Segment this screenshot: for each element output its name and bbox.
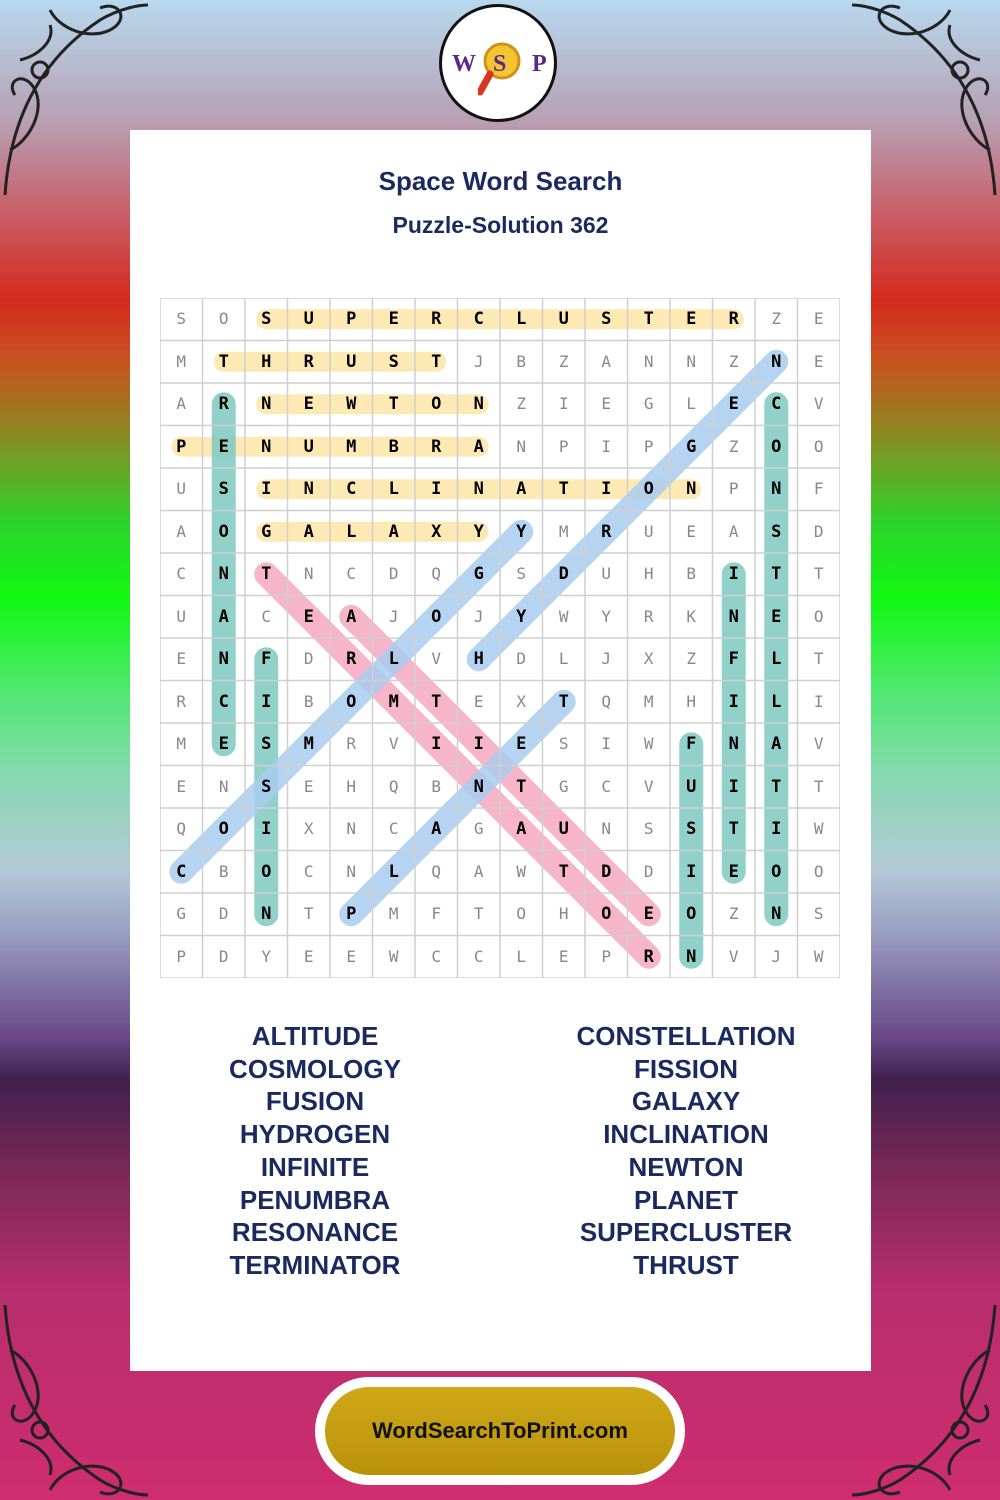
grid-cell[interactable]: D	[218, 946, 229, 966]
grid-cell[interactable]: O	[516, 904, 527, 923]
grid-cell[interactable]: T	[813, 564, 824, 583]
grid-cell[interactable]: Q	[601, 691, 612, 711]
grid-cell[interactable]: U	[303, 309, 314, 329]
grid-cell[interactable]: B	[686, 564, 697, 583]
grid-cell[interactable]: O	[218, 309, 229, 328]
grid-cell[interactable]: R	[176, 691, 187, 711]
grid-cell[interactable]: I	[261, 691, 272, 712]
grid-cell[interactable]: T	[813, 649, 824, 668]
grid-cell[interactable]: E	[813, 309, 824, 328]
wsp-logo[interactable]	[439, 4, 557, 122]
grid-cell[interactable]: Z	[686, 649, 697, 668]
grid-cell[interactable]: H	[346, 776, 357, 796]
grid-cell[interactable]: E	[558, 946, 569, 966]
grid-cell[interactable]: M	[303, 734, 314, 754]
word-list-item: NEWTON	[628, 1151, 744, 1182]
grid-cell[interactable]: R	[218, 394, 229, 414]
grid-cell[interactable]: E	[218, 734, 229, 754]
grid-cell[interactable]: M	[643, 691, 654, 711]
grid-cell[interactable]: W	[516, 861, 527, 881]
grid-cell[interactable]: L	[516, 946, 527, 966]
grid-cell[interactable]: N	[218, 564, 229, 584]
grid-cell[interactable]: N	[728, 606, 739, 627]
grid-cell[interactable]: T	[388, 394, 399, 414]
grid-cell[interactable]: E	[473, 691, 484, 711]
grid-cell[interactable]: Z	[728, 436, 739, 456]
grid-cell[interactable]: N	[303, 564, 314, 583]
word-list-item: FISSION	[633, 1053, 738, 1084]
grid-cell[interactable]: N	[261, 904, 272, 924]
grid-cell[interactable]: T	[516, 776, 527, 797]
grid-cell[interactable]: L	[686, 394, 697, 413]
grid-cell[interactable]: A	[516, 819, 527, 839]
word-list-item: CONSTELLATION	[576, 1021, 796, 1051]
grid-cell[interactable]: O	[431, 394, 442, 414]
grid-cell[interactable]: I	[601, 436, 612, 456]
grid-cell[interactable]: T	[558, 861, 569, 882]
grid-cell[interactable]: U	[176, 606, 187, 626]
grid-cell[interactable]: R	[431, 436, 442, 457]
grid-cell[interactable]: F	[431, 904, 442, 923]
grid-cell[interactable]: S	[686, 819, 697, 839]
grid-cell[interactable]: P	[728, 479, 739, 498]
grid-cell[interactable]: V	[728, 946, 739, 966]
grid-cell[interactable]: S	[558, 734, 569, 753]
word-list-item: SUPERCLUSTER	[579, 1217, 793, 1248]
word-list-item: COSMOLOGY	[229, 1053, 401, 1084]
word-list-right-column	[501, 1020, 871, 1282]
grid-cell[interactable]: G	[473, 819, 484, 838]
grid-cell[interactable]: N	[771, 479, 782, 499]
grid-cell[interactable]: Q	[431, 861, 442, 881]
grid-cell[interactable]: N	[473, 776, 484, 797]
grid-cell[interactable]: W	[558, 606, 569, 626]
grid-cell[interactable]: O	[813, 436, 824, 456]
grid-cell[interactable]: D	[303, 649, 314, 668]
grid-cell[interactable]: E	[728, 394, 739, 414]
grid-cell[interactable]: N	[346, 819, 357, 838]
grid-cell[interactable]: C	[218, 691, 229, 712]
grid-cell[interactable]: G	[176, 904, 187, 923]
grid-cell[interactable]: L	[346, 521, 357, 542]
grid-cell[interactable]: U	[346, 351, 357, 372]
grid-cell[interactable]: N	[473, 479, 484, 499]
grid-cell[interactable]: C	[431, 946, 442, 966]
grid-cell[interactable]: M	[176, 351, 187, 371]
grid-cell[interactable]: G	[686, 436, 697, 457]
grid-cell[interactable]: Z	[558, 351, 569, 371]
grid-cell[interactable]: Z	[516, 394, 527, 413]
grid-cell[interactable]: J	[601, 649, 612, 668]
corner-ornament-bottom-right	[850, 1300, 1000, 1500]
grid-cell[interactable]: E	[686, 521, 697, 541]
grid-cell[interactable]: N	[218, 649, 229, 669]
footer-banner[interactable]	[315, 1377, 685, 1485]
grid-cell[interactable]: N	[303, 479, 314, 499]
grid-cell[interactable]: L	[771, 649, 782, 669]
grid-cell[interactable]: Q	[431, 564, 442, 583]
grid-cell[interactable]: I	[728, 691, 739, 712]
grid-cell[interactable]: V	[431, 649, 442, 668]
grid-cell[interactable]: T	[303, 904, 314, 923]
grid-cell[interactable]: W	[813, 946, 824, 966]
grid-cell[interactable]: X	[643, 649, 654, 668]
grid-cell[interactable]: V	[813, 734, 824, 753]
grid-cell[interactable]: S	[261, 776, 272, 797]
word-list-item: THRUST	[633, 1249, 739, 1280]
grid-cell[interactable]: I	[431, 734, 442, 754]
grid-cell[interactable]: E	[601, 394, 612, 413]
grid-cell[interactable]: G	[558, 776, 569, 796]
grid-cell[interactable]: A	[473, 436, 484, 457]
grid-cell[interactable]: G	[261, 521, 272, 542]
grid-cell[interactable]: H	[686, 691, 697, 711]
grid-cell[interactable]: V	[643, 776, 654, 796]
grid-cell[interactable]: Z	[728, 904, 739, 923]
grid-cell[interactable]: N	[643, 351, 654, 371]
grid-cell[interactable]: O	[813, 861, 824, 881]
grid-cell[interactable]: U	[176, 479, 187, 498]
grid-cell[interactable]: R	[431, 309, 442, 329]
grid-cell[interactable]: T	[218, 351, 229, 372]
grid-cell[interactable]: E	[303, 606, 314, 627]
grid-cell[interactable]: A	[601, 351, 612, 371]
grid-cell[interactable]: M	[346, 436, 357, 457]
grid-cell[interactable]: T	[431, 351, 442, 372]
grid-cell[interactable]: P	[601, 946, 612, 966]
grid-cell[interactable]: N	[516, 436, 527, 456]
grid-cell[interactable]: A	[303, 521, 314, 542]
grid-cell[interactable]: H	[473, 649, 484, 669]
grid-cell[interactable]: D	[218, 904, 229, 923]
grid-cell[interactable]: E	[728, 861, 739, 882]
grid-cell[interactable]: I	[601, 734, 612, 753]
grid-cell[interactable]: F	[813, 479, 824, 498]
grid-cell[interactable]: T	[813, 776, 824, 796]
grid-cell[interactable]: H	[558, 904, 569, 923]
grid-cell[interactable]: E	[303, 776, 314, 796]
grid-cell[interactable]: O	[346, 691, 357, 712]
grid-cell[interactable]: Y	[601, 606, 612, 626]
grid-cell[interactable]: W	[643, 734, 654, 753]
grid-cell[interactable]: T	[771, 776, 782, 797]
grid-cell[interactable]: N	[771, 904, 782, 924]
grid-cell[interactable]: U	[601, 564, 612, 583]
grid-cell[interactable]: S	[388, 351, 399, 372]
grid-cell[interactable]: E	[643, 904, 654, 924]
grid-cell[interactable]: X	[431, 521, 442, 542]
grid-cell[interactable]: O	[813, 606, 824, 626]
grid-cell[interactable]: O	[218, 521, 229, 542]
grid-cell[interactable]: N	[473, 394, 484, 414]
grid-cell[interactable]: R	[601, 521, 612, 542]
grid-cell[interactable]: T	[558, 691, 569, 712]
grid-cell[interactable]: N	[261, 436, 272, 457]
grid-cell[interactable]: E	[303, 946, 314, 966]
grid-cell[interactable]: B	[388, 436, 399, 457]
grid-cell[interactable]: T	[261, 564, 272, 584]
grid-cell[interactable]: C	[473, 309, 484, 329]
grid-cell[interactable]: Y	[516, 521, 527, 542]
grid-cell[interactable]: C	[771, 394, 782, 414]
grid-cell[interactable]: N	[686, 946, 697, 967]
grid-cell[interactable]: P	[558, 436, 569, 456]
grid-cell[interactable]: N	[601, 819, 612, 838]
grid-cell[interactable]: D	[643, 861, 654, 881]
grid-cell[interactable]: Q	[176, 819, 187, 838]
grid-cell[interactable]: D	[558, 564, 569, 584]
grid-cell[interactable]: B	[431, 776, 442, 796]
grid-cell[interactable]: N	[728, 734, 739, 754]
word-list-item: ALTITUDE	[251, 1021, 379, 1051]
grid-cell[interactable]: C	[388, 819, 399, 838]
word-list-item: INCLINATION	[603, 1119, 769, 1150]
grid-cell[interactable]: L	[388, 649, 399, 669]
grid-cell[interactable]: P	[176, 946, 187, 966]
grid-cell[interactable]: L	[771, 691, 782, 712]
grid-cell[interactable]: E	[346, 946, 357, 966]
grid-cell[interactable]: N	[346, 861, 357, 881]
grid-cell[interactable]: U	[686, 776, 697, 797]
grid-cell[interactable]: T	[643, 309, 654, 329]
grid-cell[interactable]: C	[346, 564, 357, 583]
grid-cell[interactable]: A	[346, 606, 357, 627]
corner-ornament-bottom-left	[0, 1300, 150, 1500]
grid-cell[interactable]: L	[516, 309, 527, 329]
grid-cell[interactable]: I	[771, 819, 782, 839]
grid-cell[interactable]: E	[686, 309, 697, 329]
grid-cell[interactable]: A	[771, 734, 782, 754]
grid-cell[interactable]: N	[686, 479, 697, 499]
grid-cell[interactable]: O	[686, 904, 697, 924]
grid-cell[interactable]: A	[728, 521, 739, 541]
grid-cell[interactable]: G	[643, 394, 654, 413]
grid-cell[interactable]: N	[686, 351, 697, 371]
grid-cell[interactable]: R	[346, 734, 357, 753]
grid-cell[interactable]: P	[346, 904, 357, 924]
grid-cell[interactable]: A	[473, 861, 484, 881]
word-list-item: RESONANCE	[231, 1217, 399, 1248]
grid-cell[interactable]: C	[176, 564, 187, 583]
grid-cell[interactable]: O	[431, 606, 442, 627]
grid-cell[interactable]: B	[516, 351, 527, 371]
grid-cell[interactable]: Y	[261, 946, 272, 966]
grid-cell[interactable]: P	[346, 309, 357, 329]
grid-cell[interactable]: T	[558, 479, 569, 499]
grid-cell[interactable]: G	[473, 564, 484, 584]
grid-cell[interactable]: L	[388, 861, 399, 882]
grid-cell[interactable]: E	[303, 394, 314, 414]
grid-cell[interactable]: F	[686, 734, 697, 754]
puzzle-sheet	[130, 130, 871, 1371]
grid-cell[interactable]: M	[388, 691, 399, 712]
page-subtitle: Puzzle-Solution 362	[392, 212, 609, 238]
word-list-item: INFINITE	[260, 1151, 370, 1182]
grid-cell[interactable]: R	[643, 606, 654, 626]
grid-cell[interactable]: L	[558, 649, 569, 668]
grid-cell[interactable]: C	[261, 606, 272, 626]
word-list-item: TERMINATOR	[229, 1249, 401, 1280]
grid-cell[interactable]: R	[728, 309, 739, 329]
grid-cell[interactable]: I	[261, 479, 272, 499]
grid-cell[interactable]: H	[261, 351, 272, 372]
grid-cell[interactable]: A	[176, 521, 187, 541]
grid-cell[interactable]: E	[388, 309, 399, 329]
grid-cell[interactable]: H	[643, 564, 654, 583]
word-list-item: GALAXY	[631, 1086, 741, 1117]
grid-cell[interactable]: T	[728, 819, 739, 839]
grid-cell[interactable]: A	[218, 606, 229, 627]
grid-cell[interactable]: D	[388, 564, 399, 583]
grid-cell[interactable]: I	[261, 819, 272, 839]
grid-cell[interactable]: J	[771, 946, 782, 966]
grid-cell[interactable]: W	[813, 819, 824, 838]
grid-cell[interactable]: T	[473, 904, 484, 923]
grid-cell[interactable]: O	[771, 861, 782, 882]
word-search-grid	[160, 298, 840, 978]
grid-cell[interactable]: A	[431, 819, 442, 839]
word-list-left-column	[130, 1020, 500, 1282]
grid-cell[interactable]: O	[601, 904, 612, 924]
grid-cell[interactable]: B	[303, 691, 314, 711]
grid-cell[interactable]: S	[643, 819, 654, 838]
grid-cell[interactable]: E	[771, 606, 782, 627]
grid-cell[interactable]: I	[813, 691, 824, 711]
grid-cell[interactable]: R	[346, 649, 357, 669]
grid-cell[interactable]: J	[388, 606, 399, 626]
grid-cell[interactable]: K	[686, 606, 697, 626]
grid-cell[interactable]: E	[176, 649, 187, 668]
grid-cell[interactable]: C	[176, 861, 187, 882]
grid-cell[interactable]: I	[558, 394, 569, 413]
grid-cell[interactable]: M	[558, 521, 569, 541]
grid-cell[interactable]: T	[431, 691, 442, 712]
grid-cell[interactable]: O	[261, 861, 272, 882]
grid-cell[interactable]: M	[388, 904, 399, 923]
grid-cell[interactable]: S	[813, 904, 824, 923]
grid-cell[interactable]: D	[813, 521, 824, 541]
grid-cell[interactable]: B	[218, 861, 229, 881]
grid-cell[interactable]: I	[601, 479, 612, 499]
word-list-item: HYDROGEN	[239, 1119, 391, 1150]
grid-cell[interactable]: U	[303, 436, 314, 457]
word-list-item: PLANET	[634, 1184, 738, 1215]
grid-cell[interactable]: W	[346, 394, 357, 414]
grid-cell[interactable]: E	[218, 436, 229, 457]
grid-cell[interactable]: U	[643, 521, 654, 541]
grid-cells	[160, 298, 840, 978]
grid-cell[interactable]: C	[303, 861, 314, 881]
grid-cell[interactable]: A	[388, 521, 399, 542]
word-list-item: PENUMBRA	[239, 1184, 391, 1215]
corner-ornament-top-left	[0, 0, 150, 200]
grid-cell[interactable]: D	[516, 649, 527, 668]
grid-cell[interactable]: V	[388, 734, 399, 753]
grid-cell[interactable]: M	[176, 734, 187, 753]
page-title: Space Word Search	[378, 166, 623, 196]
grid-cell[interactable]: W	[388, 946, 399, 966]
grid-cell[interactable]: A	[516, 479, 527, 499]
grid-cell[interactable]: I	[728, 564, 739, 584]
grid-cell[interactable]: S	[261, 734, 272, 754]
grid-cell[interactable]: I	[473, 734, 484, 754]
word-list-item: FUSION	[265, 1086, 365, 1117]
grid-cell[interactable]: Q	[388, 776, 399, 796]
grid-cell[interactable]: S	[176, 309, 187, 328]
grid-cell[interactable]: A	[176, 394, 187, 413]
site-link[interactable]: WordSearchToPrint.com	[325, 1387, 675, 1475]
corner-ornament-top-right	[850, 0, 1000, 200]
grid-cell[interactable]: J	[473, 606, 484, 626]
grid-cell[interactable]: J	[473, 351, 484, 371]
grid-cell[interactable]: Y	[516, 606, 527, 627]
grid-cell[interactable]: S	[218, 479, 229, 499]
logo-letter-p: P	[532, 51, 547, 77]
grid-cell[interactable]: E	[813, 351, 824, 371]
grid-cell[interactable]: N	[218, 776, 229, 796]
grid-cell[interactable]: C	[346, 479, 357, 499]
grid-cell[interactable]: U	[558, 309, 569, 329]
grid-cell[interactable]: S	[771, 521, 782, 542]
grid-cell[interactable]: S	[601, 309, 612, 329]
grid-cell[interactable]: P	[643, 436, 654, 456]
grid-cell[interactable]: S	[261, 309, 272, 329]
grid-cell[interactable]: C	[601, 776, 612, 796]
logo-letter-s: S	[493, 51, 507, 77]
grid-cell[interactable]: L	[388, 479, 399, 499]
grid-cell[interactable]: O	[771, 436, 782, 457]
grid-cell[interactable]: E	[516, 734, 527, 754]
grid-cell[interactable]: I	[728, 776, 739, 797]
grid-cell[interactable]: Z	[728, 351, 739, 371]
grid-cell[interactable]: F	[261, 649, 272, 669]
grid-cell[interactable]: N	[771, 351, 782, 372]
grid-cell[interactable]: Z	[771, 309, 782, 328]
grid-cell[interactable]: Y	[473, 521, 484, 542]
grid-cell[interactable]: R	[643, 946, 654, 967]
grid-cell[interactable]: S	[516, 564, 527, 583]
grid-cell[interactable]: E	[176, 776, 187, 796]
grid-cell[interactable]: O	[643, 479, 654, 499]
grid-cell[interactable]: N	[261, 394, 272, 414]
grid-cell[interactable]: O	[218, 819, 229, 839]
grid-cell[interactable]: F	[728, 649, 739, 669]
grid-cell[interactable]: P	[176, 436, 187, 457]
grid-cell[interactable]: X	[516, 691, 527, 711]
grid-cell[interactable]: C	[473, 946, 484, 966]
grid-cell[interactable]: U	[558, 819, 569, 839]
logo-letter-w: W	[452, 51, 476, 77]
grid-cell[interactable]: X	[303, 819, 314, 838]
grid-cell[interactable]: V	[813, 394, 824, 413]
grid-cell[interactable]: D	[601, 861, 612, 882]
grid-cell[interactable]: I	[686, 861, 697, 882]
grid-cell[interactable]: R	[303, 351, 314, 372]
grid-cell[interactable]: T	[771, 564, 782, 584]
grid-cell[interactable]: I	[431, 479, 442, 499]
